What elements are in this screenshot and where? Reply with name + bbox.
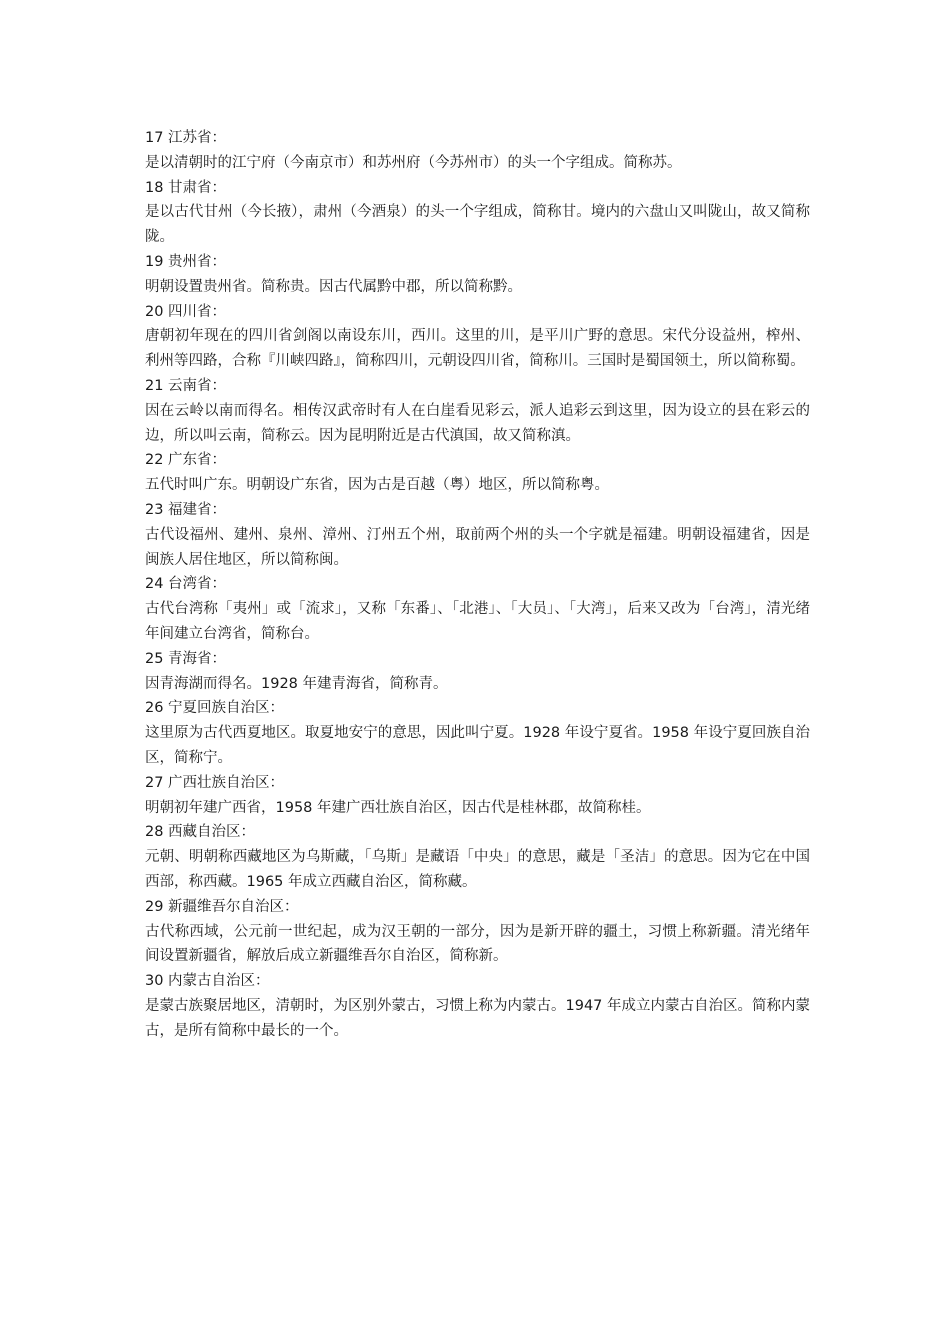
entry-body: 五代时叫广东。明朝设广东省，因为古是百越（粤）地区，所以简称粤。: [145, 477, 609, 494]
province-list: [145, 126, 810, 1043]
entry-body: 古代称西域，公元前一世纪起，成为汉王朝的一部分，因为是新开辟的疆土，习惯上称新疆。清光绪年间设置新疆省，解放后成立新疆维吾尔自治区，简称新。: [145, 923, 810, 965]
entry-ningxia: [145, 696, 810, 770]
entry-taiwan: [145, 572, 810, 646]
entry-body: 明朝设置贵州省。简称贵。因古代属黔中郡，所以简称黔。: [145, 278, 522, 295]
entry-fujian: [145, 498, 810, 572]
entry-body: 唐朝初年现在的四川省剑阁以南设东川，西川。这里的川，是平川广野的意思。宋代分设益州，榨州、利州等四路，合称『川峡四路』，简称四川，元朝设四川省，简称川。三国时是蜀国领土，所以简称蜀。: [145, 328, 810, 370]
entry-heading: 22 广东省：: [145, 452, 227, 469]
entry-xizang: [145, 820, 810, 894]
entry-guizhou: [145, 250, 810, 300]
entry-heading: 17 江苏省：: [145, 130, 227, 146]
entry-body: 元朝、明朝称西藏地区为乌斯藏，「乌斯」是藏语「中央」的意思，藏是「圣洁」的意思。因为它在中国西部，称西藏。1965 年成立西藏自治区，简称藏。: [145, 849, 810, 890]
entry-body: 古代设福州、建州、泉州、漳州、汀州五个州，取前两个州的头一个字就是福建。明朝设福建省，因是闽族人居住地区，所以简称闽。: [145, 526, 810, 568]
entry-heading: 26 宁夏回族自治区：: [145, 700, 285, 717]
entry-yunnan: [145, 374, 810, 448]
entry-heading: 23 福建省：: [145, 501, 227, 518]
entry-heading: 27 广西壮族自治区：: [145, 774, 285, 791]
entry-body: 因青海湖而得名。1928 年建青海省，简称青。: [145, 675, 448, 692]
entry-heading: 25 青海省：: [145, 650, 227, 667]
entry-body: 是以清朝时的江宁府（今南京市）和苏州府（今苏州市）的头一个字组成。简称苏。: [145, 154, 682, 171]
entry-body: 是蒙古族聚居地区，清朝时，为区别外蒙古，习惯上称为内蒙古。1947 年成立内蒙古自治区。简称内蒙古，是所有简称中最长的一个。: [145, 997, 811, 1039]
entry-qinghai: [145, 647, 810, 697]
entry-heading: 24 台湾省：: [145, 576, 227, 593]
entry-heading: 29 新疆维吾尔自治区：: [145, 898, 299, 915]
entry-heading: 18 甘肃省：: [145, 179, 227, 196]
entry-body: 是以古代甘州（今长掖），肃州（今酒泉）的头一个字组成，简称甘。境内的六盘山又叫陇山，故又简称陇。: [145, 204, 810, 246]
entry-heading: 19 贵州省：: [145, 253, 227, 270]
entry-jiangsu: [145, 126, 810, 176]
entry-sichuan: [145, 300, 810, 374]
entry-xinjiang: [145, 895, 810, 969]
entry-heading: 30 内蒙古自治区：: [145, 973, 270, 990]
entry-body: 这里原为古代西夏地区。取夏地安宁的意思，因此叫宁夏。1928 年设宁夏省。1958 年设宁夏回族自治区，简称宁。: [145, 725, 810, 766]
entry-body: 明朝初年建广西省，1958 年建广西壮族自治区，因古代是桂林郡，故简称桂。: [145, 799, 651, 816]
entry-guangxi: [145, 771, 810, 821]
entry-gansu: [145, 176, 810, 250]
entry-guangdong: [145, 448, 810, 498]
entry-heading: 21 云南省：: [145, 377, 227, 394]
entry-heading: 20 四川省：: [145, 303, 227, 320]
entry-body: 古代台湾称「夷州」或「流求」，又称「东番」、「北港」、「大员」、「大湾」，后来又改为「台湾」，清光绪年间建立台湾省，简称台。: [145, 601, 810, 642]
entry-body: 因在云岭以南而得名。相传汉武帝时有人在白崖看见彩云，派人追彩云到这里，因为设立的县在彩云的边，所以叫云南，简称云。因为昆明附近是古代滇国，故又简称滇。: [145, 402, 810, 444]
entry-heading: 28 西藏自治区：: [145, 824, 256, 841]
entry-neimenggu: [145, 969, 810, 1043]
